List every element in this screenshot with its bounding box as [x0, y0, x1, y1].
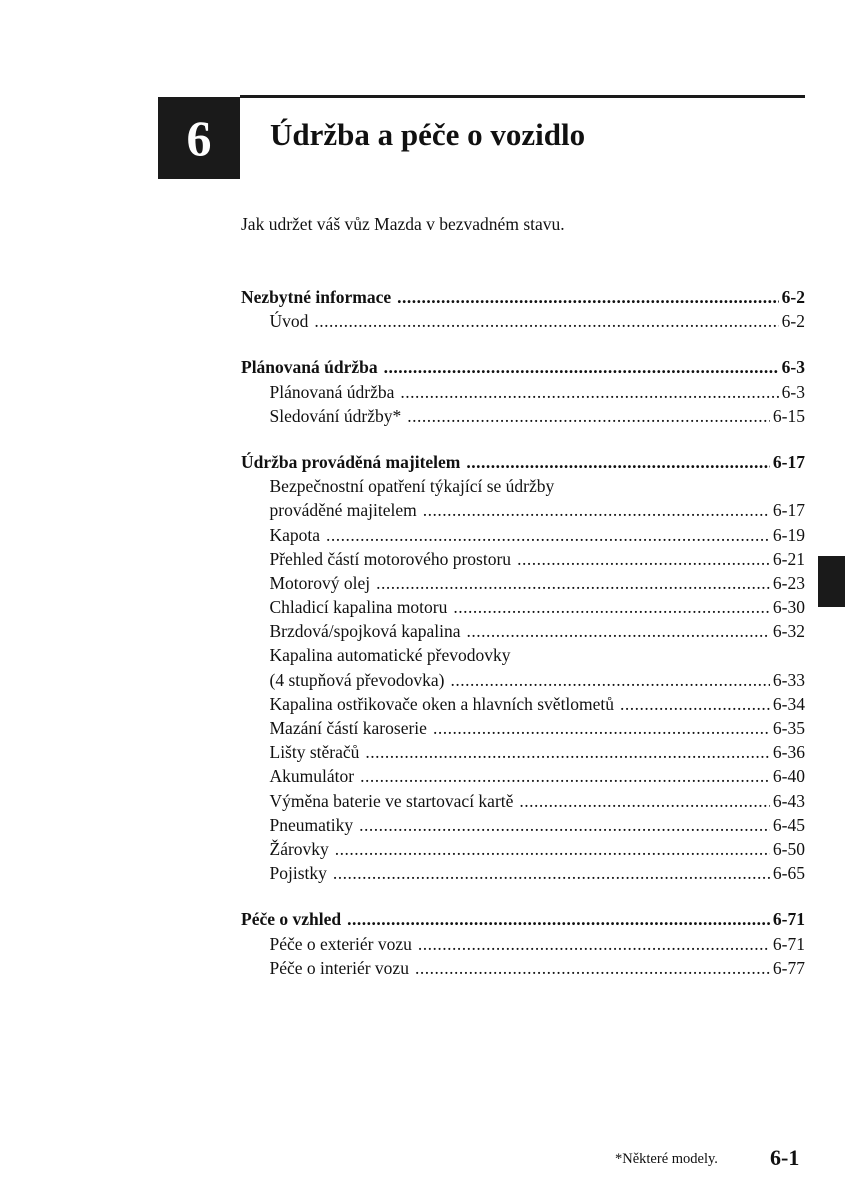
toc-entry: [241, 309, 805, 333]
toc-entry-title: Přehled částí motorového prostoru: [269, 548, 512, 569]
toc-entry-title: Mazání částí karoserie: [269, 718, 427, 738]
toc-entry-page: 6-77: [772, 957, 805, 978]
toc-entry-page: 6-33: [772, 669, 805, 690]
toc-dot-leader: [397, 285, 779, 309]
toc-entry: [241, 474, 805, 498]
toc-entry: [241, 932, 805, 956]
toc-entry-title: Péče o vzhled: [241, 909, 342, 930]
toc-dot-leader: [359, 813, 770, 837]
toc-entry-page: 6-30: [772, 597, 805, 618]
toc-entry-page: 6-3: [781, 357, 805, 378]
toc-dot-leader: [517, 547, 770, 571]
toc-entry-title: Žárovky: [269, 838, 329, 859]
toc-dot-leader: [450, 668, 769, 692]
toc-section-heading: [241, 450, 805, 474]
toc-dot-leader: [418, 932, 770, 956]
toc-entry: [241, 523, 805, 547]
chapter-side-tab: [818, 556, 845, 607]
toc-entry-title: Péče o exteriér vozu: [269, 933, 412, 954]
toc-section-heading: [241, 355, 805, 379]
toc-entry-title: Plánovaná údržba: [241, 357, 378, 378]
toc-entry-page: 6-71: [772, 933, 805, 954]
toc-entry: [241, 716, 805, 740]
toc-entry-page: 6-32: [772, 621, 805, 642]
toc-entry: [241, 643, 805, 667]
toc-entry: [241, 595, 805, 619]
toc-entry-title: Úvod: [269, 311, 309, 332]
toc-entry-page: 6-19: [772, 524, 805, 545]
toc-entry-page: 6-35: [772, 718, 805, 738]
toc-entry: [241, 547, 805, 571]
toc-section-heading: [241, 907, 805, 931]
toc-dot-leader: [360, 764, 770, 788]
page-number: 6-1: [770, 1145, 800, 1170]
toc-entry-page: 6-3: [781, 381, 805, 402]
toc-entry-title: Pneumatiky: [269, 814, 354, 835]
toc-entry: [241, 619, 805, 643]
header-rule: [240, 95, 805, 98]
toc-entry-title: Lišty stěračů: [269, 742, 360, 763]
toc-entry-title: prováděné majitelem: [269, 500, 417, 521]
toc-entry-title: Kapalina automatické převodovky: [269, 645, 511, 666]
toc-entry-title: Péče o interiér vozu: [269, 957, 409, 978]
toc-entry-page: 6-2: [781, 287, 805, 307]
footnote: *Některé modely.: [615, 1151, 718, 1167]
toc-dot-leader: [423, 498, 770, 522]
toc-entry-page: 6-23: [772, 572, 805, 593]
toc-entry-page: 6-40: [772, 766, 805, 787]
toc-dot-leader: [365, 740, 770, 764]
toc-dot-leader: [620, 692, 770, 716]
toc-dot-leader: [400, 380, 778, 404]
toc-dot-leader: [347, 907, 770, 931]
toc-entry-title: Plánovaná údržba: [269, 381, 395, 402]
toc-entry-page: 6-17: [772, 500, 805, 521]
toc-entry: [241, 740, 805, 764]
toc-entry-page: 6-71: [772, 909, 805, 930]
toc-entry: [241, 956, 805, 980]
toc-entry-page: 6-43: [772, 790, 805, 811]
toc-dot-leader: [335, 837, 770, 861]
toc-section: [241, 450, 805, 885]
toc-entry-page: 6-45: [772, 814, 805, 835]
toc-entry-page: 6-15: [772, 405, 805, 426]
toc-dot-leader: [384, 355, 779, 379]
toc-entry-title: Bezpečnostní opatření týkající se údržby: [269, 476, 555, 497]
toc-entry: [241, 380, 805, 404]
toc-dot-leader: [467, 619, 770, 643]
toc-section: [241, 355, 805, 428]
toc-entry-title: Výměna baterie ve startovací kartě: [269, 790, 514, 811]
toc-section: [241, 285, 805, 333]
toc-entry-page: 6-50: [772, 838, 805, 859]
toc-entry: [241, 789, 805, 813]
toc-entry: [241, 498, 805, 522]
toc-dot-leader: [433, 716, 770, 740]
toc-entry: [241, 861, 805, 885]
toc-entry-title: Kapota: [269, 524, 321, 545]
toc-entry-page: 6-21: [772, 548, 805, 569]
toc-entry-title: Sledování údržby*: [269, 405, 402, 426]
toc-entry-title: Motorový olej: [269, 572, 371, 593]
toc-entry-title: Nezbytné informace: [241, 287, 392, 307]
toc-entry: [241, 813, 805, 837]
toc-entry: [241, 692, 805, 716]
toc-section: [241, 907, 805, 980]
chapter-number: 6: [158, 97, 240, 179]
toc-entry: [241, 404, 805, 428]
toc-entry: [241, 764, 805, 788]
toc-entry-title: (4 stupňová převodovka): [269, 669, 445, 690]
toc-dot-leader: [326, 523, 770, 547]
toc-dot-leader: [333, 861, 770, 885]
toc-dot-leader: [466, 450, 770, 474]
chapter-title: Údržba a péče o vozidlo: [270, 117, 586, 152]
toc-entry-page: 6-65: [772, 863, 805, 884]
toc-entry-title: Pojistky: [269, 863, 327, 884]
toc-entry: [241, 571, 805, 595]
toc-dot-leader: [407, 404, 770, 428]
toc-dot-leader: [314, 309, 778, 333]
toc-entry-page: 6-36: [772, 742, 805, 763]
toc-entry-page: 6-34: [772, 693, 805, 714]
toc-dot-leader: [453, 595, 770, 619]
toc-entry-page: 6-2: [781, 311, 805, 332]
toc-entry-title: Brzdová/spojková kapalina: [269, 621, 461, 642]
table-of-contents: [241, 285, 805, 1002]
toc-section-heading: [241, 285, 805, 309]
toc-entry-title: Údržba prováděná majitelem: [241, 451, 461, 472]
toc-entry: [241, 668, 805, 692]
toc-entry: [241, 837, 805, 861]
toc-entry-title: Akumulátor: [269, 766, 355, 787]
toc-entry-page: 6-17: [772, 451, 805, 472]
toc-dot-leader: [519, 789, 770, 813]
toc-dot-leader: [415, 956, 770, 980]
toc-entry-title: Kapalina ostřikovače oken a hlavních světlometů: [269, 693, 615, 714]
toc-dot-leader: [376, 571, 770, 595]
chapter-intro: Jak udržet váš vůz Mazda v bezvadném stavu.: [241, 214, 565, 234]
toc-entry-title: Chladicí kapalina motoru: [269, 597, 448, 618]
